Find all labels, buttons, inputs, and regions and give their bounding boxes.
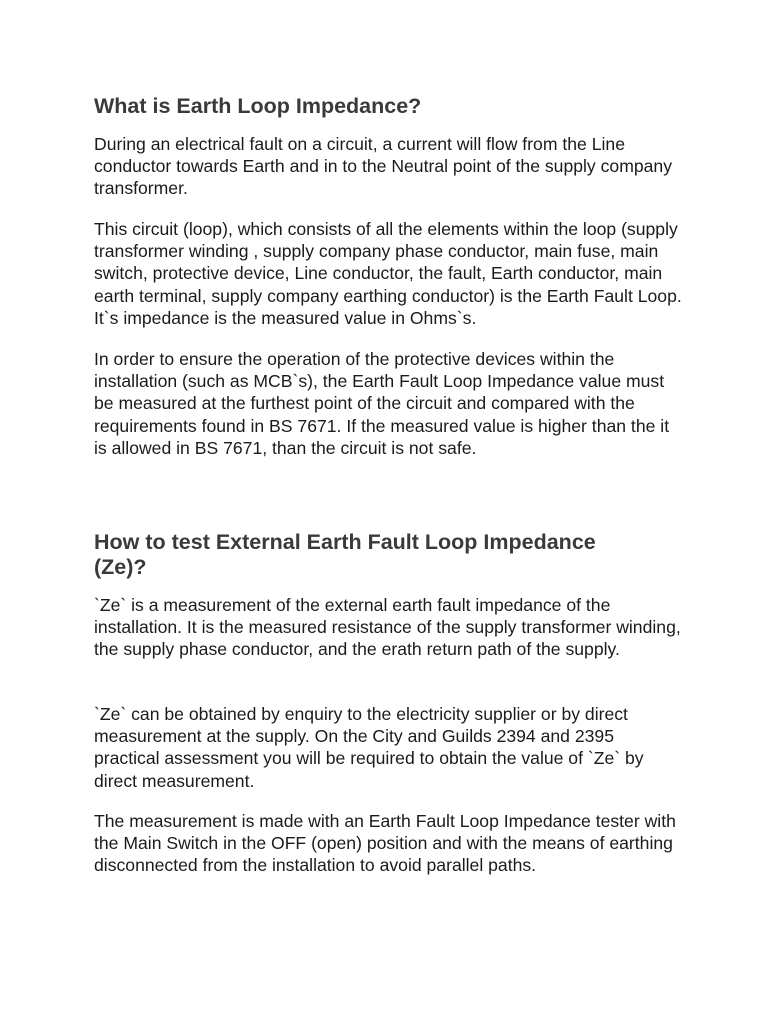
paragraph-circuit-loop: This circuit (loop), which consists of all the elements within the loop (supply transformer winding , supply company phase conductor, main fuse, main switch, protective device, Line conductor, the fault, Earth conductor, main earth terminal, supply company earthing conductor) is the Earth Fault Loop. It`s impedance is the measured value in Ohms`s. bbox=[94, 219, 682, 328]
paragraph-ze-definition: `Ze` is a measurement of the external earth fault impedance of the installation. It is the measured resistance of the supply transformer winding, the supply phase conductor, and the erath return path of the supply. bbox=[94, 595, 681, 660]
section-heading-external-loop-test: How to test External Earth Fault Loop Impedance (Ze)? bbox=[94, 530, 596, 579]
section-heading-earth-loop-impedance: What is Earth Loop Impedance? bbox=[94, 94, 422, 118]
paragraph-protective-devices: In order to ensure the operation of the protective devices within the installation (such as MCB`s), the Earth Fault Loop Impedance value must be measured at the furthest point of the circuit and compared with the requirements found in BS 7671. If the measured value is higher than the it is allowed in BS 7671, than the circuit is not safe. bbox=[94, 349, 670, 458]
paragraph-ze-obtaining: `Ze` can be obtained by enquiry to the electricity supplier or by direct measurement at the supply. On the City and Guilds 2394 and 2395 practical assessment you will be required to obtain the value of `Ze` by direct measurement. bbox=[94, 704, 644, 791]
paragraph-fault-current: During an electrical fault on a circuit, a current will flow from the Line conductor towards Earth and in to the Neutral point of the supply company transformer. bbox=[94, 134, 672, 199]
paragraph-measurement-method: The measurement is made with an Earth Fault Loop Impedance tester with the Main Switch in the OFF (open) position and with the means of earthing disconnected from the installation to avoid parallel paths. bbox=[94, 811, 676, 876]
